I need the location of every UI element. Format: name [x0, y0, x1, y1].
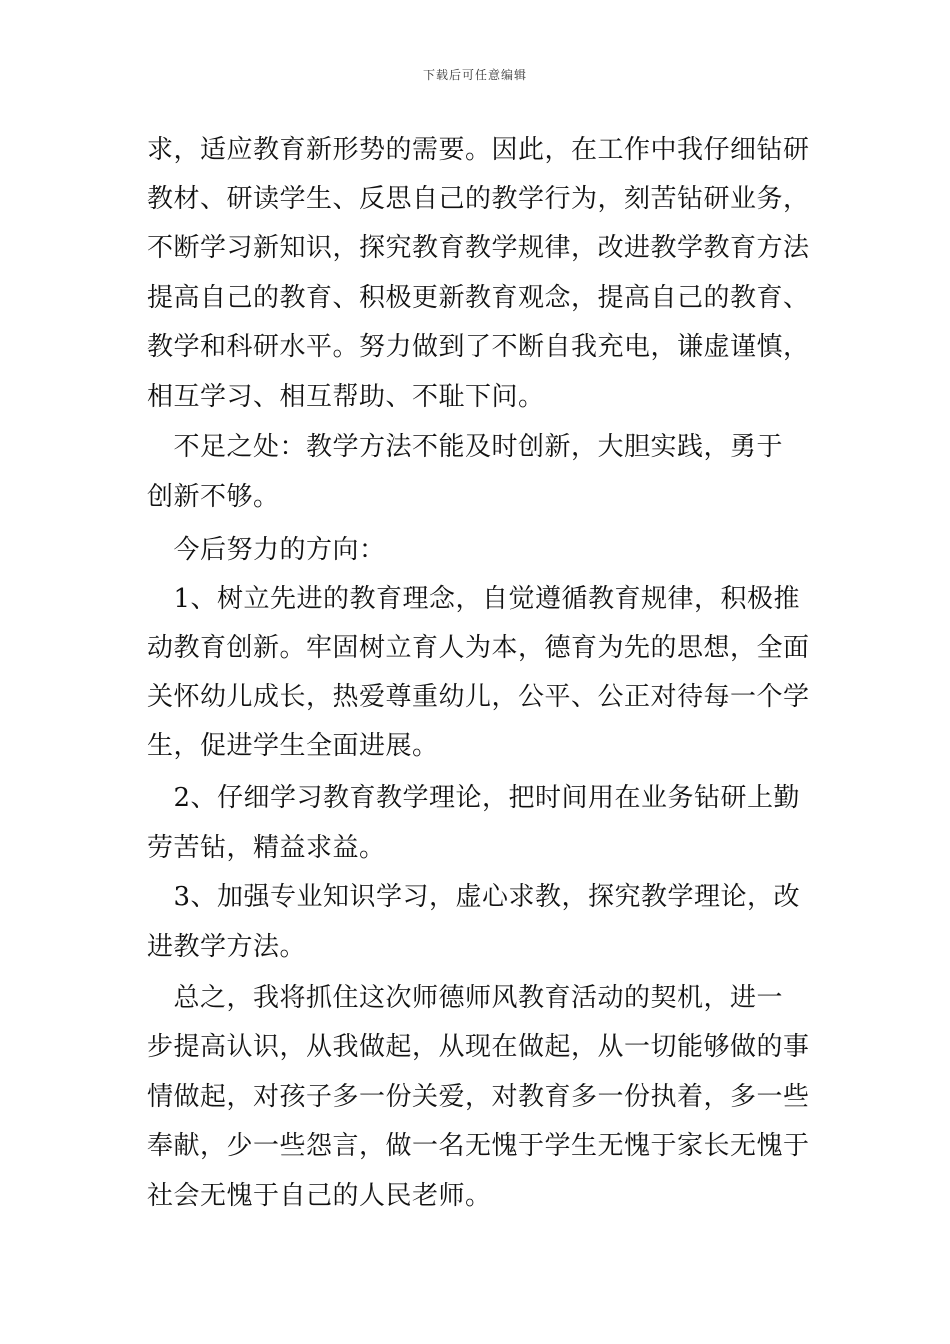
text-line: 今后努力的方向： [147, 535, 386, 565]
page-header: 下载后可任意编辑 [422, 68, 527, 82]
text-line: 步提高认识，从我做起，从现在做起，从一切能够做的事 [147, 1032, 810, 1062]
text-line: 社会无愧于自己的人民老师。 [147, 1181, 492, 1211]
text-line: 动教育创新。牢固树立育人为本，德育为先的思想，全面 [147, 633, 810, 663]
text-line: 生，促进学生全面进展。 [147, 731, 439, 761]
text-line: 进教学方法。 [147, 932, 307, 962]
text-line: 不足之处：教学方法不能及时创新，大胆实践，勇于 [147, 432, 784, 462]
text-line: 总之，我将抓住这次师德师风教育活动的契机，进一 [147, 983, 784, 1013]
text-line: 相互学习、相互帮助、不耻下问。 [147, 382, 545, 412]
text-line: 1、树立先进的教育理念，自觉遵循教育规律，积极推 [147, 584, 801, 614]
text-line: 劳苦钻，精益求益。 [147, 833, 386, 863]
text-line: 情做起，对孩子多一份关爱，对教育多一份执着，多一些 [147, 1082, 810, 1112]
text-line: 关怀幼儿成长，热爱尊重幼儿，公平、公正对待每一个学 [147, 682, 810, 712]
text-line: 2、仔细学习教育教学理论，把时间用在业务钻研上勤 [147, 783, 801, 813]
text-line: 教材、研读学生、反思自己的教学行为，刻苦钻研业务， [147, 184, 810, 214]
text-line: 3、加强专业知识学习，虚心求教，探究教学理论，改 [147, 882, 801, 912]
text-line: 奉献，少一些怨言，做一名无愧于学生无愧于家长无愧于 [147, 1131, 810, 1161]
text-line: 求，适应教育新形势的需要。因此，在工作中我仔细钻研 [147, 135, 810, 165]
text-line: 创新不够。 [147, 482, 280, 512]
text-line: 提高自己的教育、积极更新教育观念，提高自己的教育、 [147, 283, 810, 313]
text-line: 教学和科研水平。努力做到了不断自我充电，谦虚谨慎， [147, 332, 810, 362]
text-line: 不断学习新知识，探究教育教学规律，改进教学教育方法 [147, 233, 810, 263]
